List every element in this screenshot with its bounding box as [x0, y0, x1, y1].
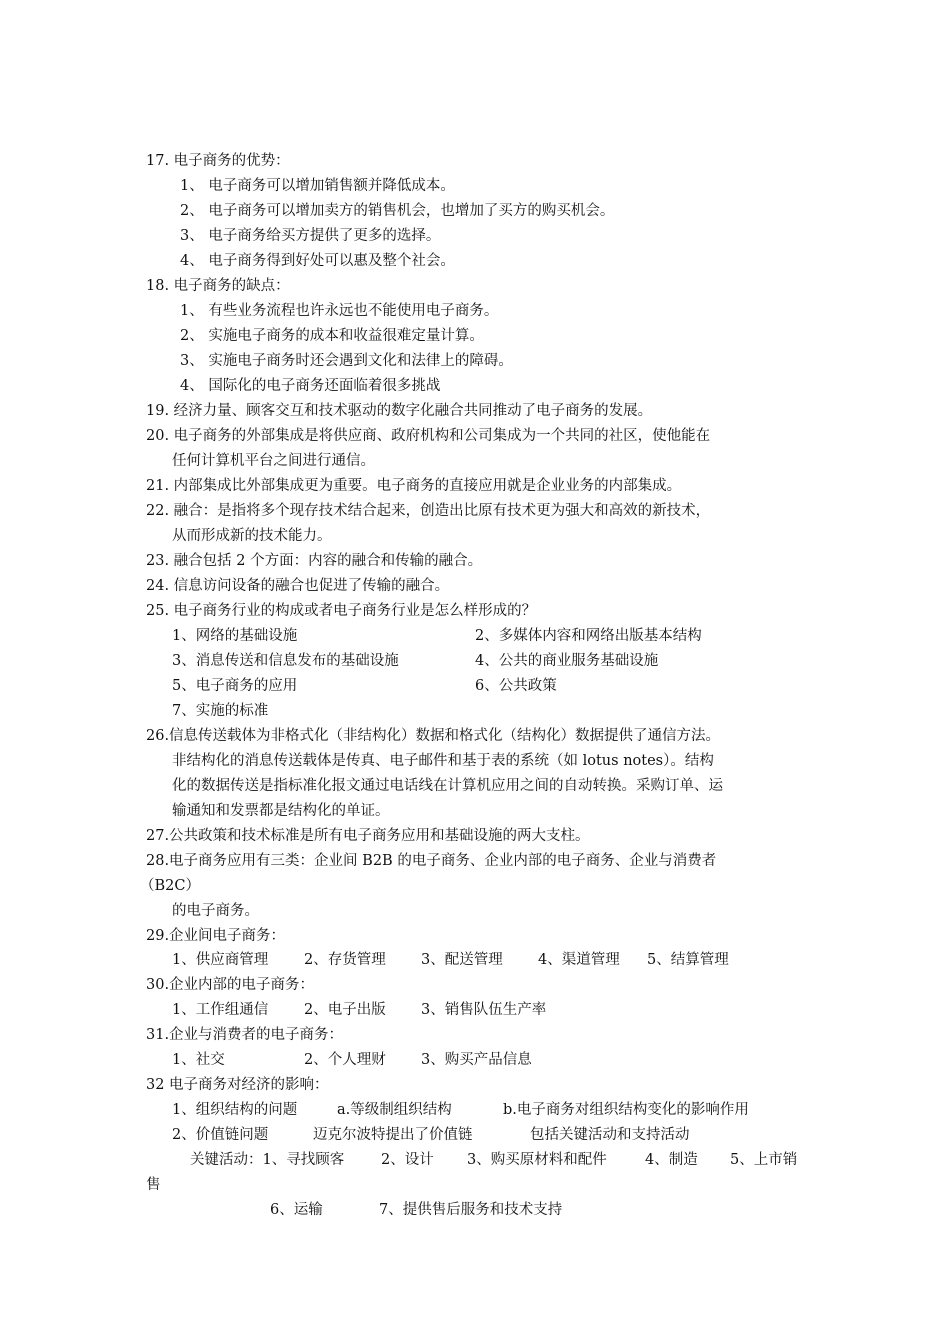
item-32-row1-a: 1、组织结构的问题	[172, 1102, 298, 1118]
item-32-row4-a: 6、运输	[270, 1202, 323, 1218]
item-17-point-4: 4、 电子商务得到好处可以惠及整个社会。	[180, 253, 455, 269]
item-32-row2-b: 迈克尔波特提出了价值链	[313, 1127, 473, 1143]
item-32-row3-a: 关键活动：1、寻找顾客	[190, 1152, 345, 1168]
item-25-point-2: 2、多媒体内容和网络出版基本结构	[475, 628, 702, 644]
item-29-point-4: 4、渠道管理	[538, 952, 620, 968]
item-17-point-1: 1、 电子商务可以增加销售额并降低成本。	[180, 178, 455, 194]
item-26-line-3: 化的数据传送是指标准化报文通过电话线在计算机应用之间的自动转换。采购订单、运	[172, 778, 723, 794]
item-29-point-1: 1、供应商管理	[172, 952, 269, 968]
item-32-row3-c: 3、购买原材料和配件	[467, 1152, 607, 1168]
item-29-point-2: 2、存货管理	[304, 952, 386, 968]
item-29-point-5: 5、结算管理	[647, 952, 729, 968]
item-25-point-1: 1、网络的基础设施	[172, 628, 298, 644]
item-18-point-4: 4、 国际化的电子商务还面临着很多挑战	[180, 378, 441, 394]
item-32-row1-b: a.等级制组织结构	[337, 1102, 452, 1118]
item-22-line-2: 从而形成新的技术能力。	[172, 528, 332, 544]
item-26-line-4: 输通知和发票都是结构化的单证。	[172, 803, 390, 819]
item-18-point-1: 1、 有些业务流程也许永远也不能使用电子商务。	[180, 303, 499, 319]
item-23: 23. 融合包括 2 个方面：内容的融合和传输的融合。	[146, 553, 483, 569]
item-31-point-3: 3、购买产品信息	[421, 1052, 532, 1068]
item-17-title: 17. 电子商务的优势：	[146, 153, 290, 169]
item-32-title: 32 电子商务对经济的影响：	[146, 1077, 329, 1093]
item-21: 21. 内部集成比外部集成更为重要。电子商务的直接应用就是企业业务的内部集成。	[146, 478, 682, 494]
item-19: 19. 经济力量、顾客交互和技术驱动的数字化融合共同推动了电子商务的发展。	[146, 403, 653, 419]
item-30-point-2: 2、电子出版	[304, 1002, 386, 1018]
item-25-point-3: 3、消息传送和信息发布的基础设施	[172, 653, 399, 669]
item-31-point-2: 2、个人理财	[304, 1052, 386, 1068]
item-32-row3-wrap: 售	[146, 1177, 161, 1193]
item-18-title: 18. 电子商务的缺点：	[146, 278, 290, 294]
item-28-line-2: （B2C）	[140, 878, 200, 894]
item-32-row1-c: b.电子商务对组织结构变化的影响作用	[503, 1102, 749, 1118]
item-20-line-2: 任何计算机平台之间进行通信。	[172, 453, 375, 469]
item-31-point-1: 1、社交	[172, 1052, 225, 1068]
item-25-point-4: 4、公共的商业服务基础设施	[475, 653, 659, 669]
item-28-line-1: 28.电子商务应用有三类：企业间 B2B 的电子商务、企业内部的电子商务、企业与消费者	[146, 853, 717, 869]
item-27: 27.公共政策和技术标准是所有电子商务应用和基础设施的两大支柱。	[146, 828, 590, 844]
item-28-line-3: 的电子商务。	[172, 903, 259, 919]
item-24: 24. 信息访问设备的融合也促进了传输的融合。	[146, 578, 450, 594]
item-32-row2-c: 包括关键活动和支持活动	[530, 1127, 690, 1143]
item-25-point-5: 5、电子商务的应用	[172, 678, 298, 694]
item-32-row3-b: 2、设计	[381, 1152, 434, 1168]
item-30-title: 30.企业内部的电子商务：	[146, 977, 315, 993]
item-22-line-1: 22. 融合：是指将多个现存技术结合起来，创造出比原有技术更为强大和高效的新技术，	[146, 503, 711, 519]
item-26-line-2: 非结构化的消息传送载体是传真、电子邮件和基于表的系统（如 lotus notes）。结构	[172, 753, 714, 769]
item-17-point-3: 3、 电子商务给买方提供了更多的选择。	[180, 228, 441, 244]
item-17-point-2: 2、 电子商务可以增加卖方的销售机会，也增加了买方的购买机会。	[180, 203, 615, 219]
item-18-point-3: 3、 实施电子商务时还会遇到文化和法律上的障碍。	[180, 353, 513, 369]
item-32-row3-d: 4、制造	[645, 1152, 698, 1168]
item-31-title: 31.企业与消费者的电子商务：	[146, 1027, 344, 1043]
item-25-title: 25. 电子商务行业的构成或者电子商务行业是怎么样形成的？	[146, 603, 537, 619]
item-25-point-6: 6、公共政策	[475, 678, 557, 694]
item-30-point-1: 1、工作组通信	[172, 1002, 269, 1018]
item-25-point-7: 7、实施的标准	[172, 703, 269, 719]
item-29-point-3: 3、配送管理	[421, 952, 503, 968]
item-30-point-3: 3、销售队伍生产率	[421, 1002, 547, 1018]
item-32-row3-e: 5、上市销	[730, 1152, 798, 1168]
item-20-line-1: 20. 电子商务的外部集成是将供应商、政府机构和公司集成为一个共同的社区，使他能在	[146, 428, 711, 444]
item-26-line-1: 26.信息传送载体为非格式化（非结构化）数据和格式化（结构化）数据提供了通信方法。	[146, 728, 721, 744]
item-18-point-2: 2、 实施电子商务的成本和收益很难定量计算。	[180, 328, 484, 344]
item-32-row2-a: 2、价值链问题	[172, 1127, 269, 1143]
item-32-row4-b: 7、提供售后服务和技术支持	[379, 1202, 563, 1218]
item-29-title: 29.企业间电子商务：	[146, 928, 286, 944]
